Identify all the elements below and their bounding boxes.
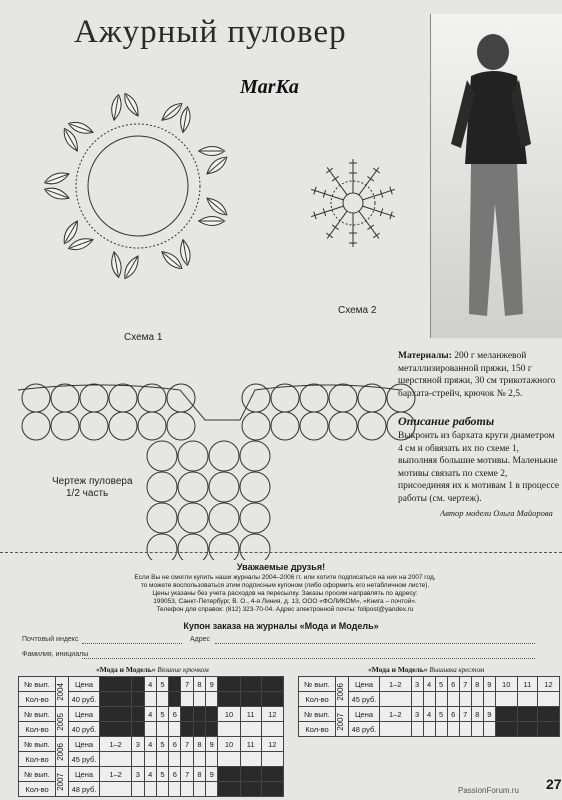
name-field[interactable] bbox=[82, 658, 535, 659]
quantity-cell[interactable] bbox=[471, 722, 483, 737]
motif-circle bbox=[147, 472, 177, 502]
issue-cell: 3 bbox=[132, 737, 144, 752]
motif-circle bbox=[271, 412, 299, 440]
coupon-line: Если Вы не смогли купить наши журналы 2004–2006 гг. или хотите подписаться на них на 2007 год, bbox=[134, 574, 436, 581]
issue-cell: 6 bbox=[447, 677, 459, 692]
quantity-cell bbox=[240, 692, 261, 707]
scheme2-diagram bbox=[310, 159, 396, 247]
issue-cell: 1–2 bbox=[380, 707, 412, 722]
price-cell: Цена bbox=[349, 707, 380, 722]
issue-cell: 8 bbox=[193, 767, 205, 782]
motif-circle bbox=[209, 534, 239, 560]
quantity-cell[interactable] bbox=[495, 692, 517, 707]
quantity-cell[interactable] bbox=[240, 722, 261, 737]
table-left-caption bbox=[96, 665, 209, 674]
scheme2-label: Схема 2 bbox=[338, 305, 377, 316]
row-label: Кол-во bbox=[299, 692, 336, 707]
coupon-text bbox=[110, 574, 460, 614]
table-left-title: «Мода и Модель» bbox=[96, 665, 156, 674]
row-label: № вып. bbox=[19, 677, 56, 692]
quantity-cell[interactable] bbox=[423, 722, 435, 737]
table-right-subtitle: Вышивка крестом bbox=[429, 666, 485, 674]
materials-body: 200 г меланжевой металлизированной пряжи, 150 г шерстяной пряжи, 30 см трикотажного бархата-стрейч, крючок № 2,5. bbox=[398, 351, 556, 399]
motif-circle bbox=[209, 472, 239, 502]
quantity-cell[interactable] bbox=[471, 692, 483, 707]
motif-circle bbox=[138, 412, 166, 440]
star-petal bbox=[356, 165, 382, 197]
star-petal bbox=[349, 213, 357, 247]
issue-cell: 5 bbox=[435, 677, 447, 692]
issue-cell bbox=[169, 677, 181, 692]
quantity-cell[interactable] bbox=[538, 692, 560, 707]
quantity-cell[interactable] bbox=[181, 782, 193, 797]
issue-cell: 7 bbox=[181, 767, 193, 782]
table-row bbox=[19, 737, 284, 752]
quantity-cell[interactable] bbox=[447, 692, 459, 707]
issue-cell bbox=[218, 767, 240, 782]
issue-cell bbox=[240, 677, 261, 692]
price-cell: Цена bbox=[69, 767, 100, 782]
quantity-cell bbox=[100, 692, 132, 707]
page-number: 27 bbox=[546, 776, 562, 792]
issue-cell: 6 bbox=[169, 737, 181, 752]
leaf-motif bbox=[179, 239, 192, 266]
price-cell: 40 руб. bbox=[69, 722, 100, 737]
issue-cell: 10 bbox=[495, 677, 517, 692]
coupon-line: Цены указаны без учета расходов на пересылку. Заказы просим направлять по адресу: bbox=[152, 590, 418, 597]
price-cell: Цена bbox=[349, 677, 380, 692]
motif-circle bbox=[147, 534, 177, 560]
issue-cell bbox=[100, 707, 132, 722]
row-label: Кол-во bbox=[299, 722, 336, 737]
order-table-cross-stitch bbox=[298, 676, 560, 737]
coupon-line: Телефон для справок: (812) 323-70-04. Адрес электронной почты: folipost@yandex.ru bbox=[156, 606, 414, 613]
quantity-cell[interactable] bbox=[380, 722, 412, 737]
index-label: Почтовый индекс bbox=[22, 636, 79, 643]
leaf-motif bbox=[121, 91, 142, 118]
leaf-motif bbox=[43, 170, 71, 187]
motif-circle bbox=[240, 534, 270, 560]
leaf-motif bbox=[43, 185, 71, 202]
motif-circle bbox=[240, 441, 270, 471]
motif-circle bbox=[167, 384, 195, 412]
row-label: № вып. bbox=[19, 767, 56, 782]
motif-circle bbox=[147, 503, 177, 533]
quantity-cell[interactable] bbox=[459, 692, 471, 707]
motif-circle bbox=[209, 503, 239, 533]
quantity-cell[interactable] bbox=[261, 722, 283, 737]
order-heading: Купон заказа на журналы «Мода и Модель» bbox=[183, 621, 379, 631]
issue-cell: 4 bbox=[144, 677, 156, 692]
issue-cell: 8 bbox=[193, 677, 205, 692]
year-cell: 2007 bbox=[336, 707, 349, 737]
star-petal bbox=[324, 209, 350, 241]
issue-cell bbox=[193, 707, 205, 722]
issue-cell bbox=[218, 677, 240, 692]
quantity-cell[interactable] bbox=[193, 692, 205, 707]
materials-label: Материалы: bbox=[398, 351, 452, 361]
order-table-crochet bbox=[18, 676, 284, 797]
issue-cell: 1–2 bbox=[100, 737, 132, 752]
quantity-cell bbox=[261, 692, 283, 707]
quantity-cell[interactable] bbox=[411, 692, 423, 707]
issue-cell bbox=[100, 677, 132, 692]
row-label: Кол-во bbox=[19, 722, 56, 737]
author-credit: Автор модели Ольга Майорова bbox=[440, 508, 553, 518]
motif-circle bbox=[147, 441, 177, 471]
quantity-cell[interactable] bbox=[206, 692, 218, 707]
motif-circle bbox=[178, 472, 208, 502]
scheme1-diagram bbox=[43, 91, 230, 281]
motif-circle bbox=[300, 412, 328, 440]
quantity-cell[interactable] bbox=[100, 752, 132, 767]
issue-cell bbox=[240, 767, 261, 782]
motif-circle bbox=[80, 412, 108, 440]
issue-cell bbox=[261, 677, 283, 692]
issue-cell bbox=[538, 707, 560, 722]
row-label: Кол-во bbox=[19, 752, 56, 767]
price-cell: 48 руб. bbox=[349, 722, 380, 737]
drawing-part-label: 1/2 часть bbox=[66, 488, 109, 499]
table-row bbox=[19, 677, 284, 692]
quantity-cell[interactable] bbox=[206, 782, 218, 797]
leaf-motif bbox=[199, 147, 225, 156]
issue-cell: 5 bbox=[156, 737, 168, 752]
star-petal bbox=[361, 202, 396, 220]
row-label: Кол-во bbox=[19, 692, 56, 707]
motif-circle bbox=[109, 384, 137, 412]
issue-cell: 10 bbox=[218, 707, 240, 722]
quantity-cell[interactable] bbox=[100, 782, 132, 797]
issue-cell bbox=[517, 707, 538, 722]
issue-cell: 8 bbox=[471, 707, 483, 722]
quantity-cell[interactable] bbox=[156, 722, 168, 737]
coupon-line: 199053, Санкт-Петербург, В. О., 4-я Линия, д. 13, ООО «ФОЛИКОМ», «Книга – почтой». bbox=[153, 598, 417, 605]
issue-cell: 9 bbox=[483, 677, 495, 692]
price-cell: Цена bbox=[69, 707, 100, 722]
leaf-motif bbox=[110, 251, 123, 278]
leaf-motif bbox=[179, 106, 192, 133]
model-photo bbox=[430, 14, 562, 338]
quantity-cell[interactable] bbox=[483, 722, 495, 737]
issue-cell: 8 bbox=[471, 677, 483, 692]
issue-cell: 7 bbox=[459, 677, 471, 692]
quantity-cell bbox=[495, 722, 517, 737]
issue-cell: 6 bbox=[169, 767, 181, 782]
price-cell: 40 руб. bbox=[69, 692, 100, 707]
quantity-cell[interactable] bbox=[459, 722, 471, 737]
issue-cell: 11 bbox=[517, 677, 538, 692]
issue-cell: 4 bbox=[144, 737, 156, 752]
pullover-drawing bbox=[18, 384, 415, 560]
table-left-subtitle: Вязание крючком bbox=[157, 666, 209, 674]
index-field[interactable] bbox=[82, 643, 182, 644]
year-cell: 2007 bbox=[56, 767, 69, 797]
issue-cell: 4 bbox=[423, 707, 435, 722]
price-cell: Цена bbox=[69, 737, 100, 752]
motif-circle bbox=[329, 384, 357, 412]
neckline bbox=[18, 385, 400, 420]
quantity-cell[interactable] bbox=[181, 692, 193, 707]
motif-circle bbox=[271, 384, 299, 412]
quantity-cell[interactable] bbox=[193, 752, 205, 767]
issue-cell: 9 bbox=[206, 767, 218, 782]
motif-circle bbox=[242, 412, 270, 440]
issue-cell: 5 bbox=[156, 767, 168, 782]
motif-circle bbox=[358, 412, 386, 440]
issue-cell: 3 bbox=[411, 707, 423, 722]
quantity-cell bbox=[218, 692, 240, 707]
row-label: № вып. bbox=[19, 707, 56, 722]
quantity-cell[interactable] bbox=[169, 782, 181, 797]
motif-circle bbox=[178, 534, 208, 560]
year-cell: 2005 bbox=[56, 707, 69, 737]
drawing-label: Чертеж пуловера bbox=[52, 476, 133, 487]
leaf-motif bbox=[199, 217, 225, 226]
issue-cell: 12 bbox=[538, 677, 560, 692]
quantity-cell[interactable] bbox=[132, 752, 144, 767]
leaf-motif bbox=[110, 94, 123, 121]
year-cell: 2006 bbox=[336, 677, 349, 707]
row-label: № вып. bbox=[299, 677, 336, 692]
motif-circle bbox=[80, 384, 108, 412]
quantity-cell[interactable] bbox=[411, 722, 423, 737]
quantity-cell[interactable] bbox=[144, 782, 156, 797]
issue-cell: 5 bbox=[435, 707, 447, 722]
quantity-cell[interactable] bbox=[144, 692, 156, 707]
quantity-cell[interactable] bbox=[132, 782, 144, 797]
issue-cell: 4 bbox=[423, 677, 435, 692]
model-figure-image bbox=[431, 14, 562, 338]
issue-cell: 4 bbox=[144, 767, 156, 782]
motif-circle bbox=[22, 412, 50, 440]
row-label: Кол-во bbox=[19, 782, 56, 797]
motif-circle bbox=[240, 503, 270, 533]
site-watermark: PassionForum.ru bbox=[458, 786, 519, 795]
quantity-cell bbox=[193, 722, 205, 737]
quantity-cell[interactable] bbox=[423, 692, 435, 707]
motif-circle bbox=[51, 384, 79, 412]
star-petal bbox=[356, 209, 382, 241]
quantity-cell bbox=[169, 692, 181, 707]
year-cell: 2006 bbox=[56, 737, 69, 767]
issue-cell: 1–2 bbox=[380, 677, 412, 692]
quantity-cell[interactable] bbox=[206, 752, 218, 767]
issue-cell: 1–2 bbox=[100, 767, 132, 782]
star-petal bbox=[310, 202, 345, 220]
quantity-cell[interactable] bbox=[435, 722, 447, 737]
issue-cell: 7 bbox=[181, 677, 193, 692]
motif-circle bbox=[178, 441, 208, 471]
table-row bbox=[299, 707, 560, 722]
quantity-cell[interactable] bbox=[380, 692, 412, 707]
scheme1-label: Схема 1 bbox=[124, 332, 163, 343]
price-cell: 45 руб. bbox=[349, 692, 380, 707]
issue-cell: 11 bbox=[240, 707, 261, 722]
leaf-motif bbox=[121, 254, 142, 281]
description-text: Выкроить из бархата круги диаметром 4 см и обвязать их по схеме 1, выполняя большие мотивы. Маленькие мотивы связать по схеме 2, присоединяя их к мотивам 1 в процессе работы (см. чертеж). bbox=[398, 431, 560, 504]
price-cell: Цена bbox=[69, 677, 100, 692]
issue-cell: 6 bbox=[169, 707, 181, 722]
quantity-cell bbox=[240, 782, 261, 797]
quantity-cell bbox=[100, 722, 132, 737]
materials-text bbox=[398, 350, 558, 400]
quantity-cell[interactable] bbox=[144, 752, 156, 767]
quantity-cell[interactable] bbox=[447, 722, 459, 737]
quantity-cell[interactable] bbox=[261, 752, 283, 767]
quantity-cell[interactable] bbox=[156, 752, 168, 767]
quantity-cell[interactable] bbox=[240, 752, 261, 767]
issue-cell: 4 bbox=[144, 707, 156, 722]
row-label: № вып. bbox=[299, 707, 336, 722]
star-petal bbox=[324, 165, 350, 197]
quantity-cell[interactable] bbox=[435, 692, 447, 707]
star-petal bbox=[349, 159, 357, 193]
quantity-cell bbox=[132, 722, 144, 737]
quantity-cell bbox=[517, 722, 538, 737]
table-row bbox=[19, 767, 284, 782]
issue-cell: 6 bbox=[447, 707, 459, 722]
motif-circle bbox=[300, 384, 328, 412]
quantity-cell[interactable] bbox=[193, 782, 205, 797]
quantity-cell bbox=[132, 692, 144, 707]
motif-circle bbox=[329, 412, 357, 440]
year-cell: 2004 bbox=[56, 677, 69, 707]
quantity-cell bbox=[261, 782, 283, 797]
issue-cell: 12 bbox=[261, 737, 283, 752]
issue-cell: 5 bbox=[156, 707, 168, 722]
motif-circle bbox=[51, 412, 79, 440]
description-heading: Описание работы bbox=[398, 414, 495, 428]
motif-circle bbox=[167, 412, 195, 440]
issue-cell: 8 bbox=[193, 737, 205, 752]
quantity-cell[interactable] bbox=[169, 752, 181, 767]
issue-cell: 10 bbox=[218, 737, 240, 752]
quantity-cell[interactable] bbox=[169, 722, 181, 737]
page-title: Ажурный пуловер bbox=[74, 14, 347, 50]
quantity-cell[interactable] bbox=[218, 722, 240, 737]
quantity-cell bbox=[181, 722, 193, 737]
issue-cell: 7 bbox=[459, 707, 471, 722]
quantity-cell bbox=[538, 722, 560, 737]
coupon-heading: Уважаемые друзья! bbox=[236, 562, 326, 572]
issue-cell: 9 bbox=[206, 737, 218, 752]
quantity-cell[interactable] bbox=[218, 752, 240, 767]
quantity-cell[interactable] bbox=[156, 782, 168, 797]
name-label: Фамилия, инициалы bbox=[22, 651, 89, 658]
issue-cell: 11 bbox=[240, 737, 261, 752]
issue-cell bbox=[132, 707, 144, 722]
issue-cell bbox=[132, 677, 144, 692]
quantity-cell[interactable] bbox=[156, 692, 168, 707]
issue-cell bbox=[261, 767, 283, 782]
quantity-cell[interactable] bbox=[517, 692, 538, 707]
row-label: № вып. bbox=[19, 737, 56, 752]
cut-line bbox=[0, 552, 562, 553]
leaf-motif bbox=[204, 154, 230, 178]
issue-cell: 9 bbox=[483, 707, 495, 722]
motif-circle bbox=[178, 503, 208, 533]
issue-cell: 12 bbox=[261, 707, 283, 722]
table-row bbox=[19, 707, 284, 722]
quantity-cell[interactable] bbox=[483, 692, 495, 707]
table-right-title: «Мода и Модель» bbox=[368, 665, 428, 674]
address-label: Адрес bbox=[190, 636, 211, 643]
star-petal bbox=[310, 186, 345, 204]
quantity-cell[interactable] bbox=[181, 752, 193, 767]
price-cell: 48 руб. bbox=[69, 782, 100, 797]
issue-cell bbox=[495, 707, 517, 722]
quantity-cell bbox=[218, 782, 240, 797]
price-cell: 45 руб. bbox=[69, 752, 100, 767]
issue-cell bbox=[206, 707, 218, 722]
issue-cell: 3 bbox=[132, 767, 144, 782]
issue-cell: 5 bbox=[156, 677, 168, 692]
signature: MarKa bbox=[240, 76, 299, 98]
coupon-line: то можете воспользоваться этим подписным купоном (либо оформить его нетабличном листе). bbox=[140, 582, 430, 589]
star-petal bbox=[361, 186, 396, 204]
table-right-caption bbox=[368, 665, 484, 674]
issue-cell bbox=[181, 707, 193, 722]
quantity-cell[interactable] bbox=[144, 722, 156, 737]
motif-circle bbox=[209, 441, 239, 471]
issue-cell: 9 bbox=[206, 677, 218, 692]
issue-cell: 3 bbox=[411, 677, 423, 692]
motif-circle bbox=[240, 472, 270, 502]
issue-cell: 7 bbox=[181, 737, 193, 752]
quantity-cell bbox=[206, 722, 218, 737]
address-field[interactable] bbox=[215, 643, 535, 644]
motif-circle bbox=[109, 412, 137, 440]
leaf-motif bbox=[204, 195, 230, 219]
table-row bbox=[299, 677, 560, 692]
